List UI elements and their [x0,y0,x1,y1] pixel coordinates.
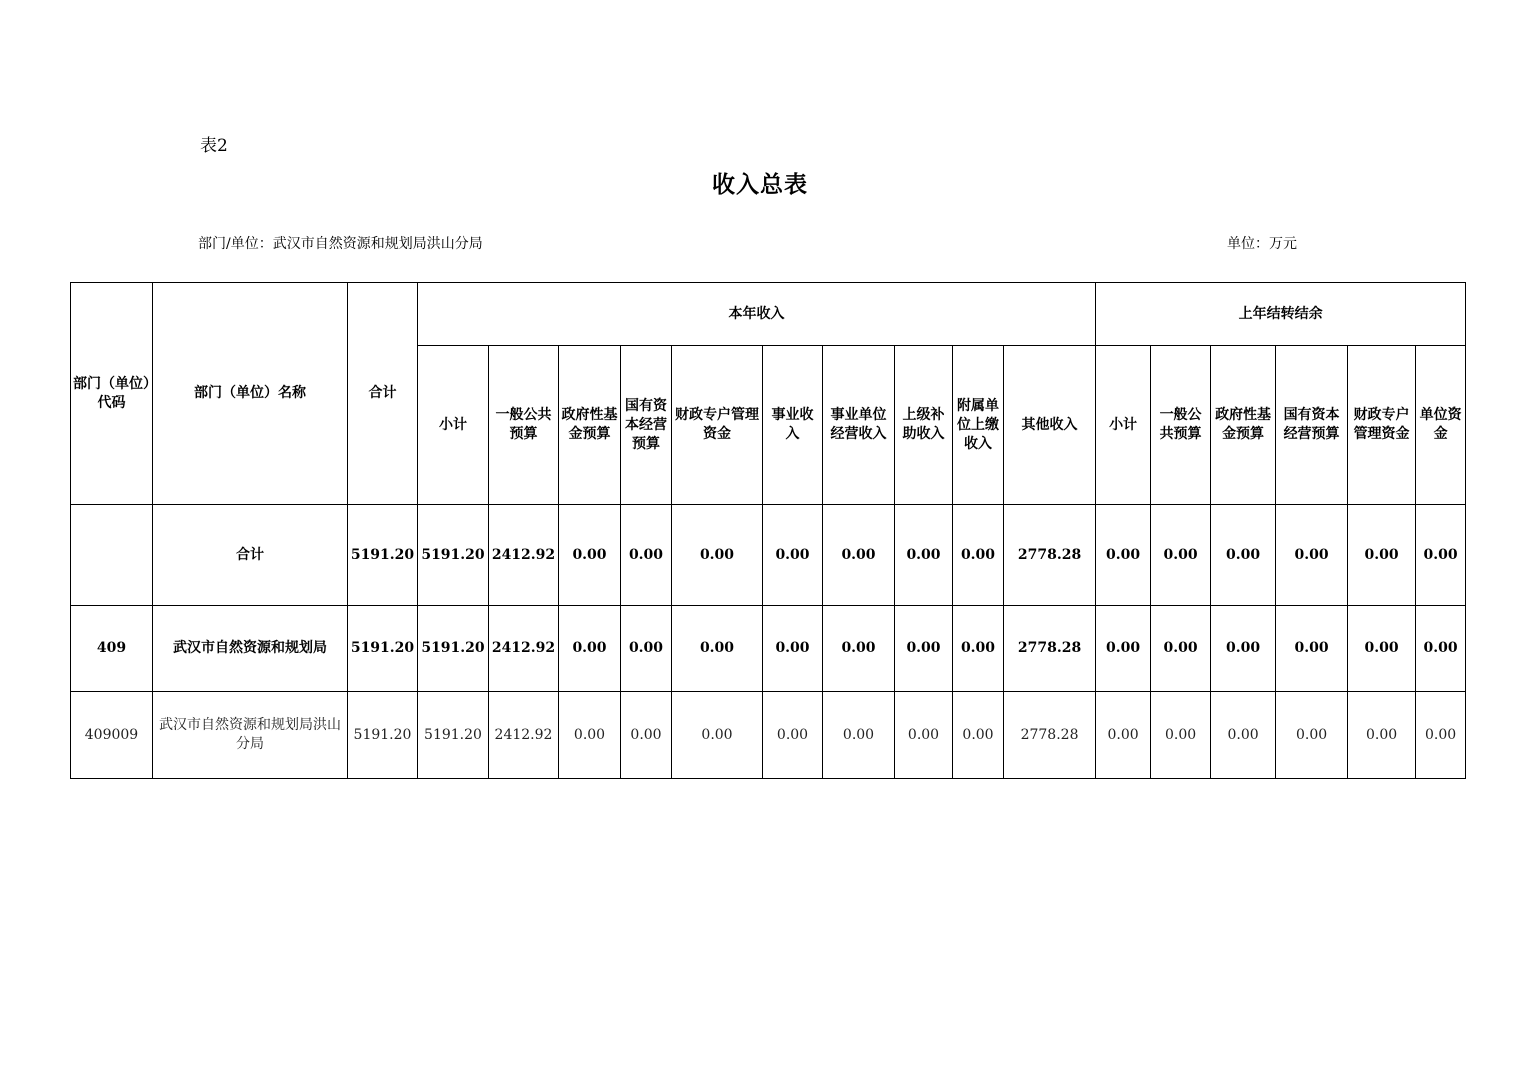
cell-name: 武汉市自然资源和规划局洪山分局 [153,692,348,779]
income-summary-table [70,282,1466,779]
cell-current-subtotal: 5191.20 [418,505,489,606]
cell-current-general-budget: 2412.92 [489,692,559,779]
cell-code: 409 [71,606,153,692]
col-header-prior-state-capital: 国有资本经营预算 [1276,346,1348,505]
cell-prior-unit-funds: 0.00 [1416,692,1466,779]
cell-current-special-account: 0.00 [672,692,763,779]
table-number: 表2 [200,136,228,156]
col-header-current-higher-subsidy: 上级补助收入 [895,346,953,505]
cell-current-state-capital: 0.00 [621,692,672,779]
col-header-prior-subtotal: 小计 [1096,346,1151,505]
cell-name: 武汉市自然资源和规划局 [153,606,348,692]
header-row-groups [71,283,1466,346]
col-header-current-other-income: 其他收入 [1004,346,1096,505]
cell-current-higher-subsidy: 0.00 [895,692,953,779]
table-row-department [71,606,1466,692]
cell-prior-special-account: 0.00 [1348,692,1416,779]
col-header-current-state-capital: 国有资本经营预算 [621,346,672,505]
cell-current-affiliate-remit: 0.00 [953,692,1004,779]
cell-current-operating-income: 0.00 [823,606,895,692]
group-header-prior-balance: 上年结转结余 [1096,283,1466,346]
cell-prior-special-account: 0.00 [1348,606,1416,692]
cell-prior-subtotal: 0.00 [1096,692,1151,779]
col-header-prior-unit-funds: 单位资金 [1416,346,1466,505]
col-header-current-operating-income: 事业单位经营收入 [823,346,895,505]
cell-current-fund-budget: 0.00 [559,505,621,606]
cell-prior-state-capital: 0.00 [1276,606,1348,692]
unit-label: 单位：万元 [1227,236,1297,252]
cell-current-general-budget: 2412.92 [489,505,559,606]
cell-prior-general-budget: 0.00 [1151,505,1211,606]
cell-current-other-income: 2778.28 [1004,505,1096,606]
cell-current-affiliate-remit: 0.00 [953,606,1004,692]
col-header-prior-special-account: 财政专户管理资金 [1348,346,1416,505]
cell-current-fund-budget: 0.00 [559,692,621,779]
col-header-current-special-account: 财政专户管理资金 [672,346,763,505]
cell-current-fund-budget: 0.00 [559,606,621,692]
cell-current-higher-subsidy: 0.00 [895,505,953,606]
cell-current-subtotal: 5191.20 [418,692,489,779]
cell-prior-general-budget: 0.00 [1151,606,1211,692]
col-header-current-general-budget: 一般公共预算 [489,346,559,505]
col-header-current-affiliate-remit: 附属单位上缴收入 [953,346,1004,505]
cell-name: 合计 [153,505,348,606]
cell-prior-state-capital: 0.00 [1276,692,1348,779]
cell-current-operating-income: 0.00 [823,692,895,779]
cell-prior-general-budget: 0.00 [1151,692,1211,779]
cell-prior-state-capital: 0.00 [1276,505,1348,606]
col-header-total: 合计 [348,283,418,505]
cell-total: 5191.20 [348,606,418,692]
cell-current-special-account: 0.00 [672,505,763,606]
table-row-total [71,505,1466,606]
cell-current-affiliate-remit: 0.00 [953,505,1004,606]
col-header-prior-fund-budget: 政府性基金预算 [1211,346,1276,505]
cell-prior-subtotal: 0.00 [1096,505,1151,606]
page-title: 收入总表 [712,171,808,198]
cell-prior-unit-funds: 0.00 [1416,505,1466,606]
cell-current-higher-subsidy: 0.00 [895,606,953,692]
table-row-unit [71,692,1466,779]
cell-current-subtotal: 5191.20 [418,606,489,692]
cell-prior-special-account: 0.00 [1348,505,1416,606]
cell-prior-subtotal: 0.00 [1096,606,1151,692]
cell-current-other-income: 2778.28 [1004,692,1096,779]
cell-current-business-income: 0.00 [763,692,823,779]
cell-prior-fund-budget: 0.00 [1211,692,1276,779]
col-header-current-fund-budget: 政府性基金预算 [559,346,621,505]
cell-prior-fund-budget: 0.00 [1211,505,1276,606]
cell-current-special-account: 0.00 [672,606,763,692]
cell-total: 5191.20 [348,505,418,606]
col-header-prior-general-budget: 一般公共预算 [1151,346,1211,505]
cell-prior-fund-budget: 0.00 [1211,606,1276,692]
cell-current-business-income: 0.00 [763,505,823,606]
cell-total: 5191.20 [348,692,418,779]
cell-current-operating-income: 0.00 [823,505,895,606]
cell-code: 409009 [71,692,153,779]
cell-current-state-capital: 0.00 [621,606,672,692]
col-header-current-subtotal: 小计 [418,346,489,505]
cell-code [71,505,153,606]
cell-current-state-capital: 0.00 [621,505,672,606]
col-header-name: 部门（单位）名称 [153,283,348,505]
cell-current-business-income: 0.00 [763,606,823,692]
cell-prior-unit-funds: 0.00 [1416,606,1466,692]
group-header-current-income: 本年收入 [418,283,1096,346]
cell-current-general-budget: 2412.92 [489,606,559,692]
col-header-current-business-income: 事业收入 [763,346,823,505]
col-header-code: 部门（单位）代码 [71,283,153,505]
department-label: 部门/单位：武汉市自然资源和规划局洪山分局 [198,236,483,252]
cell-current-other-income: 2778.28 [1004,606,1096,692]
